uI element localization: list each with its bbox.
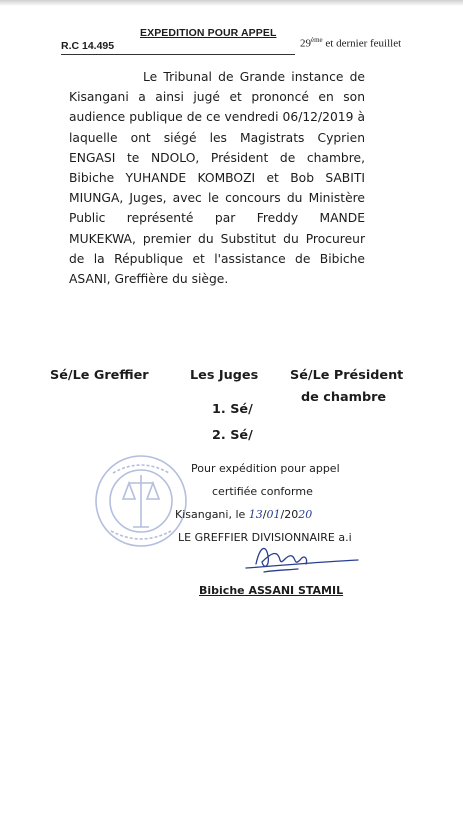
greffier-first-name: Bibiche xyxy=(199,584,245,597)
case-number: R.C 14.495 xyxy=(61,40,115,52)
greffier-signature-label: Sé/Le Greffier xyxy=(50,368,149,383)
date-month-handwritten: 01 xyxy=(266,508,281,521)
handwritten-signature xyxy=(216,536,366,580)
sheet-ordinal-sup: ème xyxy=(311,36,323,44)
cert-place: Kisangani, le xyxy=(175,508,249,521)
scan-edge xyxy=(0,0,463,6)
sheet-ordinal: 29 xyxy=(300,37,311,50)
judges-label: Les Juges xyxy=(190,368,259,383)
judge-1-signature: 1. Sé/ xyxy=(212,402,253,417)
court-seal-stamp xyxy=(93,453,189,549)
president-label-line1: Sé/Le Président xyxy=(290,368,404,383)
judgment-paragraph xyxy=(69,67,365,289)
judge-2-signature: 2. Sé/ xyxy=(212,428,253,443)
date-separator-2: /20 xyxy=(280,508,299,521)
greffier-name xyxy=(199,584,343,597)
president-label-line2: de chambre xyxy=(301,390,387,405)
sheet-number xyxy=(300,36,401,50)
cert-place-date xyxy=(175,508,312,521)
cert-line-2: certifiée conforme xyxy=(212,485,313,498)
date-year-handwritten: 20 xyxy=(298,508,313,521)
greffier-last-name: ASSANI STAMIL xyxy=(244,584,344,597)
document-title: EXPEDITION POUR APPEL xyxy=(140,27,277,39)
greffier-role: LE GREFFIER DIVISIONNAIRE a.i xyxy=(178,531,352,544)
header-rule xyxy=(61,54,295,55)
judgment-text: Le Tribunal de Grande instance de Kisangani a ainsi jugé et prononcé en son audience publique de ce vendredi 06/12/2019 à laquelle ont siégé les Magistrats Cyprien ENGASI te NDOLO, Président de chambre, Bibiche YUHANDE KOMBOZI et Bob SABITI MIUNGA, Juges, avec le concours du Ministère Public représenté par Freddy MANDE MUKEKWA, premier du Substitut du Procureur de la République et l'assistance de Bibiche ASANI, Greffière du siège. xyxy=(69,70,365,287)
cert-line-1: Pour expédition pour appel xyxy=(191,462,340,475)
sheet-suffix: et dernier feuillet xyxy=(322,37,402,50)
date-day-handwritten: 13 xyxy=(248,508,263,521)
date-separator-1: / xyxy=(262,508,267,521)
